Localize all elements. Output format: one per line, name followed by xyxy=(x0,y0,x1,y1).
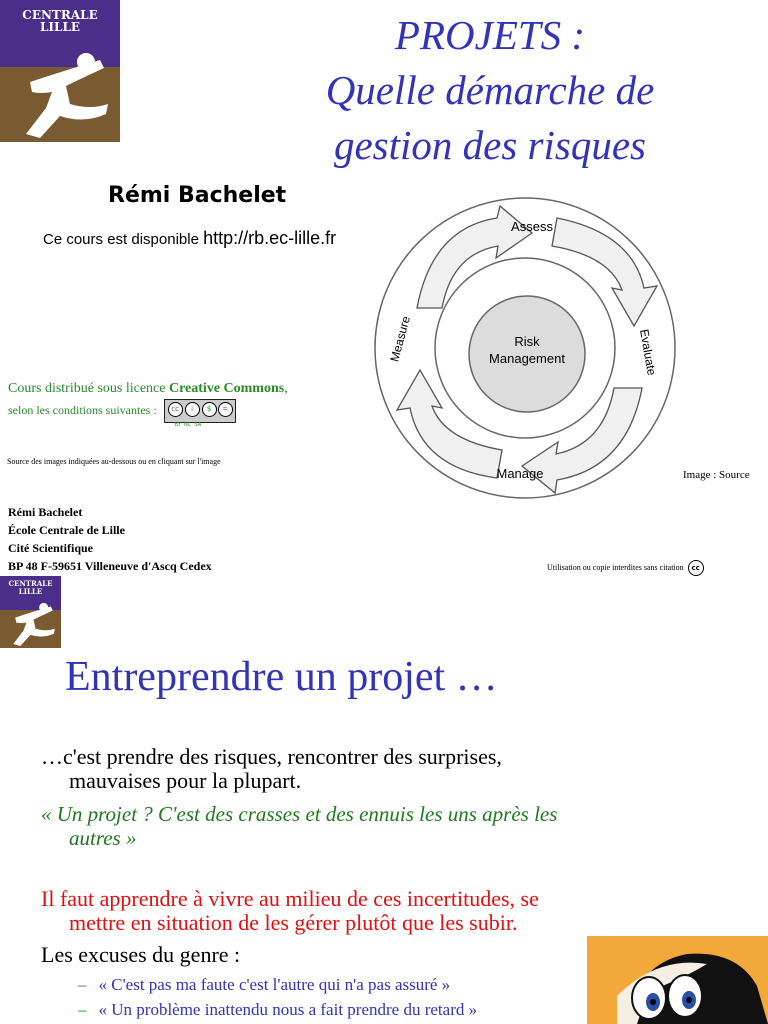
diagram-center-line2: Management xyxy=(489,351,565,366)
copy-note xyxy=(547,560,704,576)
text-line: …c'est prendre des risques, rencontrer des surprises, xyxy=(41,744,502,769)
logo-text-line1: CENTRALE xyxy=(22,7,98,22)
centrale-lille-logo-small xyxy=(0,576,61,648)
address-block xyxy=(8,503,212,575)
slide1-title xyxy=(280,8,700,173)
address-line: École Centrale de Lille xyxy=(8,523,125,537)
license-text: Cours distribué sous licence xyxy=(8,381,169,396)
quote-line: « Un projet ? C'est des crasses et des ennuis les uns après les xyxy=(41,802,558,826)
cc-by-nc-sa-badge[interactable] xyxy=(164,399,236,428)
title-line: gestion des risques xyxy=(333,122,647,168)
logo-text-line1: CENTRALE xyxy=(8,579,53,589)
images-source-note: Source des images indiquées au-dessous ou en cliquant sur l'image xyxy=(7,457,221,466)
logo-text-line2: LILLE xyxy=(18,586,43,596)
cc-icon: cc xyxy=(168,402,183,417)
address-line: BP 48 F-59651 Villeneuve d'Ascq Cedex xyxy=(8,559,212,573)
runner-icon xyxy=(0,576,61,648)
copy-note-text: Utilisation ou copie interdites sans citation xyxy=(547,562,684,572)
license-conditions: selon les conditions suivantes : xyxy=(8,402,157,417)
course-url-link[interactable]: http://rb.ec-lille.fr xyxy=(203,228,337,248)
cartoon-character-image xyxy=(587,936,768,1024)
paragraph-uncertainty xyxy=(41,887,539,935)
diagram-label-manage: Manage xyxy=(496,466,544,481)
slide2-title: Entreprendre un projet … xyxy=(65,654,498,700)
list-item-text: « Un problème inattendu nous a fait prendre du retard » xyxy=(98,1000,478,1019)
text-line: mauvaises pour la plupart. xyxy=(69,768,302,793)
address-line: Rémi Bachelet xyxy=(8,505,83,519)
availability-text: Ce cours est disponible xyxy=(43,231,204,248)
bullet-dash: – xyxy=(78,975,87,994)
list-item xyxy=(78,972,477,997)
paragraph-excuses: Les excuses du genre : xyxy=(41,942,241,967)
quote-block xyxy=(41,802,557,850)
text-line: Il faut apprendre à vivre au milieu de ces incertitudes, se xyxy=(41,886,539,911)
list-item xyxy=(78,997,477,1022)
by-icon: i xyxy=(185,402,200,417)
sa-icon: = xyxy=(218,402,233,417)
bullet-dash: – xyxy=(78,1000,87,1019)
title-line: PROJETS : xyxy=(394,12,586,58)
text-line: mettre en situation de les gérer plutôt que les subir. xyxy=(69,910,518,935)
cc-badge-caption: BY NC SA xyxy=(174,422,202,428)
license-block xyxy=(8,378,288,428)
cc-icon: cc xyxy=(688,560,704,576)
excuses-list xyxy=(78,972,477,1022)
title-line: Quelle démarche de xyxy=(325,67,655,113)
creative-commons-link[interactable]: Creative Commons xyxy=(168,381,285,396)
image-source-link[interactable]: Image : Source xyxy=(683,469,750,481)
address-line: Cité Scientifique xyxy=(8,541,93,555)
risk-management-cycle-diagram[interactable] xyxy=(372,188,677,506)
diagram-label-measure: Measure xyxy=(387,314,413,364)
quote-line: autres » xyxy=(69,826,137,850)
diagram-center-line1: Risk xyxy=(514,334,540,349)
availability-line xyxy=(43,228,336,249)
diagram-label-evaluate: Evaluate xyxy=(636,328,659,377)
diagram-label-assess: Assess xyxy=(511,219,553,234)
license-comma: , xyxy=(284,381,288,396)
runner-icon xyxy=(0,0,120,142)
nc-icon: $ xyxy=(202,402,217,417)
author-name: Rémi Bachelet xyxy=(108,183,287,208)
list-item-text: « C'est pas ma faute c'est l'autre qui n'a pas assuré » xyxy=(98,975,451,994)
logo-text-line2: LILLE xyxy=(39,20,81,35)
centrale-lille-logo xyxy=(0,0,120,142)
paragraph-risks xyxy=(41,745,502,793)
